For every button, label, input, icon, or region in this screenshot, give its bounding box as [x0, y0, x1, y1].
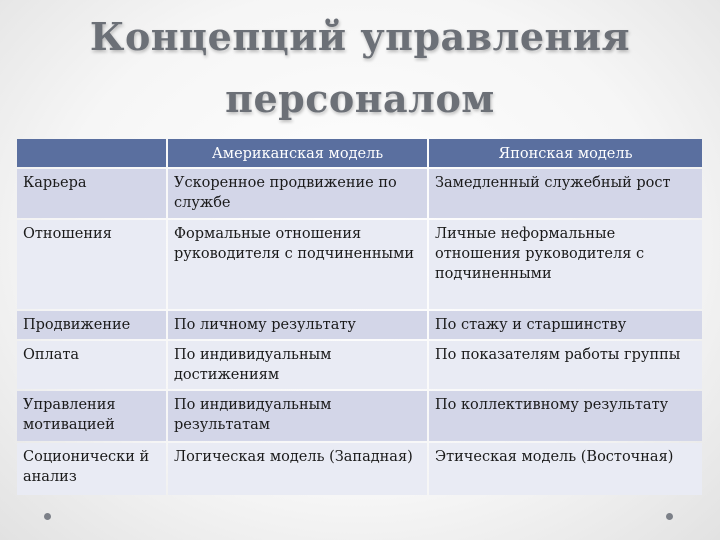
cell-relations-japanese: Личные неформальные отношения руководителя с подчиненными: [429, 220, 702, 309]
cell-motivation-japanese: По коллективному результату: [429, 391, 702, 441]
decorative-dot-left: [44, 513, 51, 520]
row-label-promotion: Продвижение: [17, 311, 166, 339]
cell-motivation-american: По индивидуальным результатам: [168, 391, 427, 441]
cell-socionics-japanese: Этическая модель (Восточная): [429, 443, 702, 495]
decorative-dot-right: [666, 513, 673, 520]
row-label-relations: Отношения: [17, 220, 166, 309]
slide-title: [0, 6, 720, 130]
cell-payment-american: По индивидуальным достижениям: [168, 341, 427, 389]
table-header-blank: [17, 139, 166, 167]
title-line-2: персоналом: [225, 76, 495, 121]
row-label-payment: Оплата: [17, 341, 166, 389]
cell-payment-japanese: По показателям работы группы: [429, 341, 702, 389]
cell-relations-american: Формальные отношения руководителя с подчиненными: [168, 220, 427, 309]
cell-promotion-japanese: По стажу и старшинству: [429, 311, 702, 339]
comparison-table: [17, 139, 698, 492]
cell-career-japanese: Замедленный служебный рост: [429, 169, 702, 218]
row-label-socionics: Соционически й анализ: [17, 443, 166, 495]
cell-socionics-american: Логическая модель (Западная): [168, 443, 427, 495]
table-header-japanese: Японская модель: [429, 139, 702, 167]
table-header-american: Американская модель: [168, 139, 427, 167]
title-line-1: Концепций управления: [89, 14, 631, 59]
row-label-career: Карьера: [17, 169, 166, 218]
cell-career-american: Ускоренное продвижение по службе: [168, 169, 427, 218]
cell-promotion-american: По личному результату: [168, 311, 427, 339]
row-label-motivation: Управления мотивацией: [17, 391, 166, 441]
